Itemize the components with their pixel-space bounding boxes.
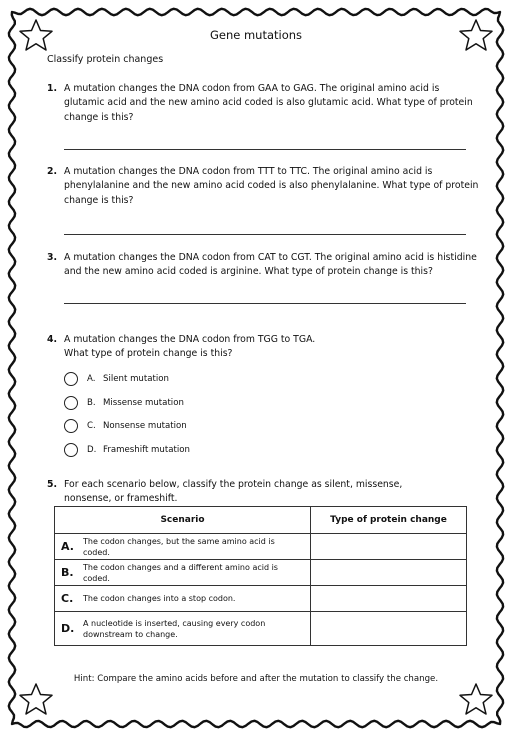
scenario-cell: [55, 586, 311, 612]
table-row: [55, 586, 467, 612]
column-header-scenario: Scenario: [55, 507, 311, 534]
question-number: 1.: [47, 83, 58, 94]
option-label: Missense mutation: [103, 397, 184, 408]
answer-cell[interactable]: [311, 612, 467, 646]
scenario-cell: [55, 534, 311, 560]
answer-line-3[interactable]: [64, 303, 466, 304]
answer-cell[interactable]: [311, 586, 467, 612]
answer-cell[interactable]: [311, 534, 467, 560]
question-number: 3.: [47, 252, 58, 263]
row-letter: B.: [61, 566, 74, 579]
question-text: For each scenario below, classify the protein change as silent, missense, nonsense, or frameshift.: [64, 479, 403, 505]
question-3: [47, 251, 479, 280]
answer-cell[interactable]: [311, 560, 467, 586]
page-title: Gene mutations: [209, 28, 303, 42]
question-text: A mutation changes the DNA codon from CAT to CGT. The original amino acid is histidine and the new amino acid coded is arginine. What type of protein change is this?: [64, 252, 477, 278]
answer-line-1[interactable]: [64, 149, 466, 150]
option-a[interactable]: [64, 370, 169, 387]
option-label: Silent mutation: [103, 373, 169, 384]
scenario-table: [54, 506, 467, 646]
option-letter: A.: [87, 373, 96, 384]
option-letter: D.: [87, 444, 97, 455]
question-text: A mutation changes the DNA codon from TTT to TTC. The original amino acid is phenylalanine and the new amino acid coded is also phenylalanine. What type of protein change is this?: [64, 166, 479, 206]
question-text: A mutation changes the DNA codon from GAA to GAG. The original amino acid is glutamic acid and the new amino acid coded is also glutamic acid. What type of protein change is this?: [64, 83, 473, 123]
row-text: A nucleotide is inserted, causing every codon downstream to change.: [83, 618, 266, 639]
row-text: The codon changes into a stop codon.: [83, 594, 236, 603]
row-letter: C.: [61, 592, 74, 605]
table-row: [55, 560, 467, 586]
row-letter: D.: [61, 622, 75, 635]
scenario-cell: [55, 560, 311, 586]
option-b[interactable]: [64, 394, 184, 411]
star-icon-bottom-right: [458, 682, 494, 716]
question-2: [47, 165, 479, 208]
option-label: Nonsense mutation: [103, 420, 187, 431]
answer-line-2[interactable]: [64, 234, 466, 235]
column-header-protein-change: Type of protein change: [311, 507, 467, 534]
star-icon-bottom-left: [18, 682, 54, 716]
option-letter: B.: [87, 397, 96, 408]
page-subtitle: Classify protein changes: [47, 54, 164, 65]
question-number: 4.: [47, 334, 58, 345]
question-4: [47, 333, 479, 362]
option-c[interactable]: [64, 417, 187, 434]
row-letter: A.: [61, 540, 74, 553]
row-text: The codon changes, but the same amino acid is coded.: [83, 536, 275, 557]
row-text: The codon changes and a different amino acid is coded.: [83, 562, 278, 583]
radio-circle[interactable]: [64, 372, 78, 386]
table-row: [55, 612, 467, 646]
table-header-row: [55, 507, 467, 534]
radio-circle[interactable]: [64, 443, 78, 457]
option-d[interactable]: [64, 441, 190, 458]
option-letter: C.: [87, 420, 96, 431]
question-number: 2.: [47, 166, 58, 177]
table-row: [55, 534, 467, 560]
radio-circle[interactable]: [64, 419, 78, 433]
question-1: [47, 82, 479, 125]
question-text: A mutation changes the DNA codon from TGG to TGA. What type of protein change is this?: [64, 334, 316, 360]
option-label: Frameshift mutation: [103, 444, 190, 455]
question-number: 5.: [47, 479, 58, 490]
hint-text: Hint: Compare the amino acids before and after the mutation to classify the change.: [73, 674, 439, 684]
scenario-cell: [55, 612, 311, 646]
radio-circle[interactable]: [64, 396, 78, 410]
question-5: [47, 478, 434, 507]
